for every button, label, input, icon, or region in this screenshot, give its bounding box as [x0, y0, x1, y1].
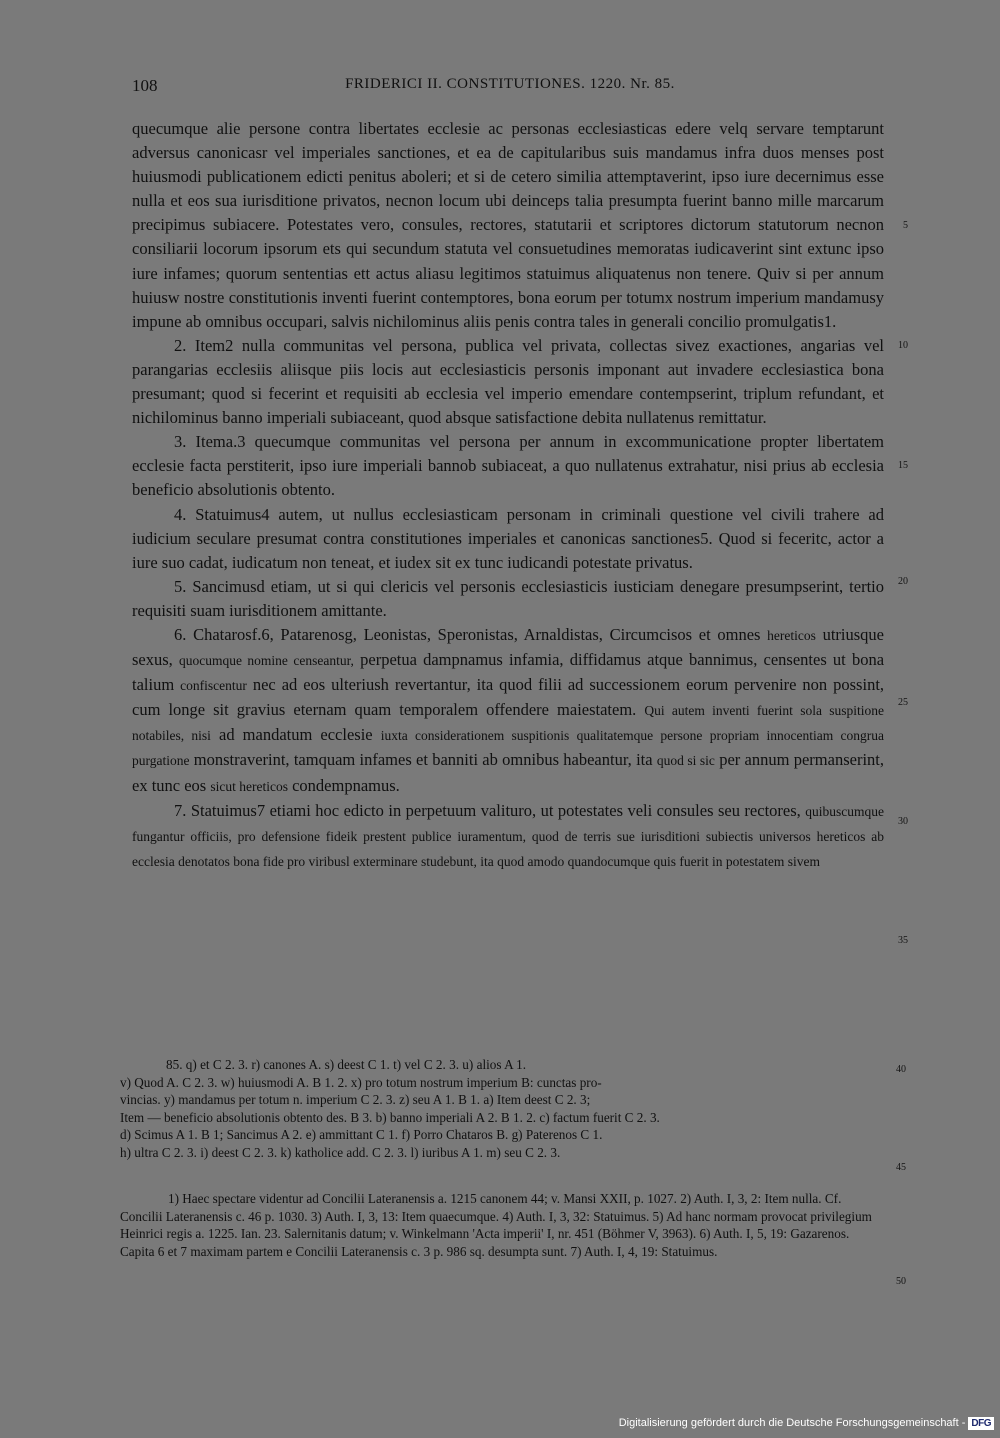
- paragraph-6-part: sicut hereticos: [210, 778, 288, 794]
- line-number: 5: [903, 220, 908, 231]
- footnotes: [120, 1190, 884, 1260]
- main-text: [132, 117, 884, 874]
- line-number: 15: [898, 460, 908, 471]
- paragraph-6-part: iuxta considerationem suspitionis qualitatemque persone propriam innocentiam congrua purgatione: [132, 728, 885, 769]
- line-number: 30: [898, 816, 908, 827]
- dfg-logo: DFG: [968, 1417, 994, 1430]
- paragraph-7: [132, 799, 884, 874]
- paragraph-5: 5. Sancimusd etiam, ut si qui clericis vel personis ecclesiasticis iusticiam denegare presumpserint, tertio requisiti suam iurisditionem amittante.: [132, 576, 884, 620]
- paragraph-6-part: quocumque nomine censeantur,: [179, 653, 354, 669]
- line-number: 25: [898, 697, 908, 708]
- line-number: 50: [896, 1276, 906, 1287]
- paragraph-6-part: 6. Chatarosf.6, Patarenosg, Leonistas, Speronistas, Arnaldistas, Circumcisos et omnes: [174, 624, 761, 644]
- paragraph-6-part: nec ad eos ulteriush revertantur, ita quod filii ad successionem eorum pervenire non possint, cum longe sit gravius eternam quam temporalem offendere maiestatem.: [132, 675, 885, 720]
- paragraph-4: 4. Statuimus4 autem, ut nullus ecclesiasticam personam in criminali questione vel civili trahere ad iudicium seculare presumat contra constitutiones imperiales et canonicas sanctiones5. Quod si feceritc, actor a iure suo cadat, iudicatum non teneat, et iudex sit ex tunc iudicandi potestate privatus.: [132, 504, 884, 572]
- apparatus-line: d) Scimus A 1. B 1; Sancimus A 2. e) ammittant C 1. f) Porro Chataros B. g) Paterenos C 1.: [120, 1127, 603, 1143]
- apparatus-line: Item — beneficio absolutionis obtento des. B 3. b) banno imperiali A 2. B 1. 2. c) factum fuerit C 2. 3.: [120, 1109, 660, 1125]
- paragraph-6-part: per annum permanserint, ex tunc eos: [132, 750, 884, 795]
- apparatus-line: 85. q) et C 2. 3. r) canones A. s) deest C 1. t) vel C 2. 3. u) alios A 1.: [166, 1057, 527, 1072]
- footnotes-text: 1) Haec spectare videntur ad Concilii Lateranensis a. 1215 canonem 44; v. Mansi XXII, p. 1027. 2) Auth. I, 3, 2: Item nulla. Cf. Concilii Lateranensis c. 46 p. 1030. 3) Auth. I, 3, 13: Item quaecumque. 4) Auth. I, 3, 32: Statuimus. 5) Ad hanc normam provocat privilegium Heinrici regis a. 1225. Ian. 23. Salernitanis datum; v. Winkelmann 'Acta imperii' I, nr. 451 (Böhmer V, 3963). 6) Auth. I, 5, 19: Gazarenos. Capita 6 et 7 maximam partem e Concilii Lateranensis c. 3 p. 986 sq. desumpta sunt. 7) Auth. I, 4, 19: Statuimus.: [120, 1191, 872, 1259]
- line-number: 40: [896, 1064, 906, 1075]
- paragraph-6-part: quod si sic: [656, 753, 715, 769]
- paragraph-6-part: Qui autem inventi fuerint sola suspitione notabiles, nisi: [132, 703, 884, 744]
- apparatus-line: vincias. y) mandamus per totum n. imperium C 2. 3. z) seu A 1. B 1. a) Item deest C 2. 3;: [120, 1092, 591, 1108]
- digitization-credit: [619, 1414, 994, 1432]
- paragraph-6: [132, 623, 884, 799]
- line-number: 20: [898, 576, 908, 587]
- running-title: FRIDERICI II. CONSTITUTIONES. 1220. Nr. 85.: [345, 76, 675, 92]
- line-number: 45: [896, 1162, 906, 1173]
- paragraph-7-part: quibuscumque fungantur officiis, pro defensione fideik prestent publice iuramentum, quod de terris sue iurisditioni subiectis universos hereticos ab ecclesia denotatos bona fide pro viribusl exterminare studebunt, ita quod amodo quandocumque quis fuerit in potestatem sivem: [132, 803, 885, 869]
- paragraph-1: quecumque alie persone contra libertates ecclesie ac personas ecclesiasticas edere velq servare temptarunt adversus canonicasr vel imperiales sanctiones, et ea de capitularibus suis mandamus infra duos menses post huiusmodi publicationem edicti penitus aboleri; et si de cetero similia attemptaverint, ipso iure decernimus esse nulla et eos sua iurisditione privatos, necnon locum ubi deinceps talia presumpta fuerint banno mille marcarum precipimus subiacere. Potestates vero, consules, rectores, statutarii et scriptores dictorum statutorum necnon consiliarii locorum ipsorum ets qui secundum statuta vel consuetudines memoratas iudicaverint sint extunc ipso iure infames; quorum sententias ett actus aliasu legitimos statuimus aliquatenus non tenere. Quiv si per annum huiusw nostre constitutionis inventi fuerint contemptores, bona eorum per totumx nostrum imperium mandamusy impune ab omnibus occupari, salvis nichilominus aliis penis contra tales in generali concilio promulgatis1.: [132, 119, 884, 331]
- paragraph-6-part: condempnamus.: [292, 775, 400, 795]
- paragraph-6-part: ad mandatum ecclesie: [219, 725, 373, 745]
- paragraph-6-part: utriusque sexus,: [132, 624, 884, 670]
- line-number: 35: [898, 935, 908, 946]
- credit-text: Digitalisierung gefördert durch die Deutsche Forschungsgemeinschaft -: [618, 1417, 966, 1429]
- page-number: 108: [132, 76, 158, 95]
- paragraph-2: 2. Item2 nulla communitas vel persona, publica vel privata, collectas sivez exactiones, angarias vel parangarias ecclesiis aliisque piis locis aut ecclesiasticis personis imponant aut invadere ecclesiastica bona presumant; quod si fecerint et requisiti ab ecclesia vel imperio emendare contempserint, triplum refundant, et nichilominus banno imperiali subiaceant, quod absque satisfactione debita nullatenus remittatur.: [132, 335, 884, 428]
- critical-apparatus: [120, 1056, 884, 1162]
- paragraph-6-part: hereticos: [767, 627, 816, 643]
- paragraph-6-part: confiscentur: [180, 678, 247, 694]
- apparatus-line: v) Quod A. C 2. 3. w) huiusmodi A. B 1. 2. x) pro totum nostrum imperium B: cunctas pro-: [120, 1074, 602, 1090]
- apparatus-line: h) ultra C 2. 3. i) deest C 2. 3. k) katholice add. C 2. 3. l) iuribus A 1. m) seu C 2. 3.: [120, 1144, 561, 1160]
- paragraph-6-part: monstraverint, tamquam infames et banniti ab omnibus habeantur, ita: [193, 750, 653, 770]
- paragraph-7-part: 7. Statuimus7 etiami hoc edicto in perpetuum valituro, ut potestates veli consules seu rectores,: [174, 800, 801, 820]
- line-number: 10: [898, 340, 908, 351]
- page-header: [132, 76, 888, 100]
- paragraph-6-part: perpetua dampnamus infamia, diffidamus atque bannimus, censentes ut bona talium: [132, 650, 885, 695]
- paragraph-3: 3. Itema.3 quecumque communitas vel persona per annum in excommunicatione propter libertatem ecclesie facta perstiterit, ipso iure imperiali bannob subiaceat, a quo nullatenus extrahatur, nisi prius ab ecclesia beneficio absolutionis obtento.: [132, 432, 884, 500]
